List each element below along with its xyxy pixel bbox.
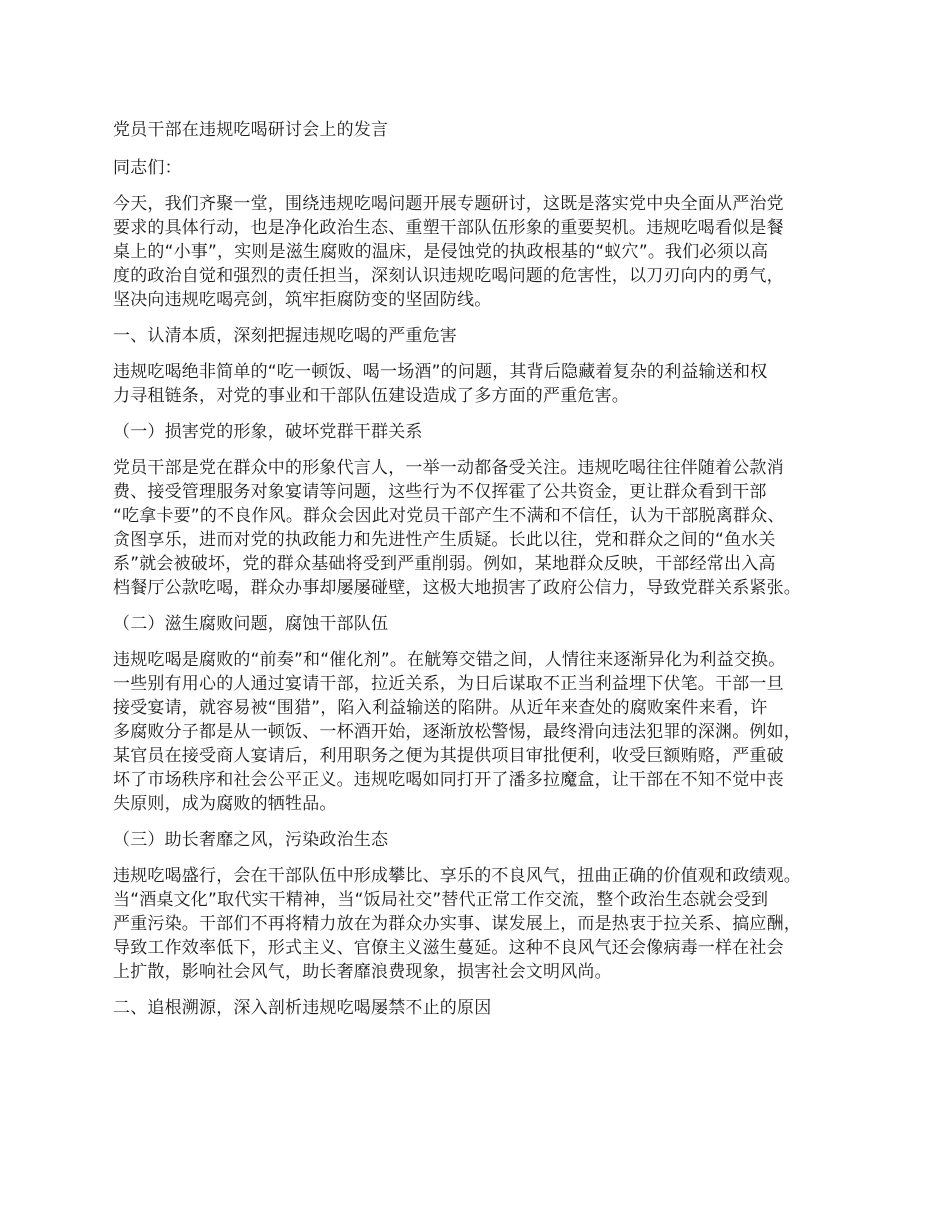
salutation-text: 同志们： xyxy=(113,158,182,178)
title-text: 党员干部在违规吃喝研讨会上的发言 xyxy=(113,120,389,140)
body-paragraph xyxy=(113,648,853,816)
text-line: （三）助长奢靡之风，污染政治生态 xyxy=(113,830,389,850)
text-line: （二）滋生腐败问题，腐蚀干部队伍 xyxy=(113,614,389,634)
text-line: 导致工作效率低下，形式主义、官僚主义滋生蔓延。这种不良风气还会像病毒一样在社会 xyxy=(113,938,784,958)
body-paragraph xyxy=(113,192,853,312)
text-line: 今天，我们齐聚一堂，围绕违规吃喝问题开展专题研讨，这既是落实党中央全面从严治党 xyxy=(113,194,784,214)
text-line: 度的政治自觉和强烈的责任担当，深刻认识违规吃喝问题的危害性，以刀刃向内的勇气， xyxy=(113,266,784,286)
salutation xyxy=(113,156,853,180)
document-body xyxy=(113,192,853,1020)
text-line: 上扩散，影响社会风气，助长奢靡浪费现象，损害社会文明风尚。 xyxy=(113,962,612,982)
text-line: 二、追根溯源，深入剖析违规吃喝屡禁不止的原因 xyxy=(113,998,492,1018)
text-line: （一）损害党的形象，破坏党群干群关系 xyxy=(113,422,423,442)
text-line: 系”就会被破坏，党的群众基础将受到严重削弱。例如，某地群众反映，干部经常出入高 xyxy=(113,554,776,574)
section-heading xyxy=(113,996,853,1020)
text-line: 接受宴请，就容易被“围猎”，陷入利益输送的陷阱。从近年来查处的腐败案件来看，许 xyxy=(113,698,768,718)
text-line: “吃拿卡要”的不良作风。群众会因此对党员干部产生不满和不信任，认为干部脱离群众、 xyxy=(113,506,785,526)
text-line: 一些别有用心的人通过宴请干部，拉近关系，为日后谋取不正当利益埋下伏笔。干部一旦 xyxy=(113,674,784,694)
body-paragraph xyxy=(113,864,853,984)
text-line: 党员干部是党在群众中的形象代言人，一举一动都备受关注。违规吃喝往往伴随着公款消 xyxy=(113,458,784,478)
document-page xyxy=(113,118,853,1032)
text-line: 桌上的“小事”，实则是滋生腐败的温床，是侵蚀党的执政根基的“蚁穴”。我们必须以高 xyxy=(113,242,769,262)
text-line: 违规吃喝绝非简单的“吃一顿饭、喝一场酒”的问题，其背后隐藏着复杂的利益输送和权 xyxy=(113,362,768,382)
text-line: 一、认清本质，深刻把握违规吃喝的严重危害 xyxy=(113,326,457,346)
text-line: 贪图享乐，进而对党的执政能力和先进性产生质疑。长此以往，党和群众之间的“鱼水关 xyxy=(113,530,776,550)
section-heading xyxy=(113,324,853,348)
body-paragraph xyxy=(113,360,853,408)
text-line: 力寻租链条，对党的事业和干部队伍建设造成了多方面的严重危害。 xyxy=(113,386,629,406)
text-line: 坚决向违规吃喝亮剑，筑牢拒腐防变的坚固防线。 xyxy=(113,290,492,310)
text-line: 某官员在接受商人宴请后，利用职务之便为其提供项目审批便利，收受巨额贿赂，严重破 xyxy=(113,746,784,766)
text-line: 严重污染。干部们不再将精力放在为群众办实事、谋发展上，而是热衷于拉关系、搞应酬， xyxy=(113,914,801,934)
text-line: 当“酒桌文化”取代实干精神，当“饭局社交”替代正常工作交流，整个政治生态就会受到 xyxy=(113,890,769,910)
text-line: 违规吃喝是腐败的“前奏”和“催化剂”。在觥筹交错之间，人情往来逐渐异化为利益交换。 xyxy=(113,650,786,670)
section-heading xyxy=(113,828,853,852)
text-line: 违规吃喝盛行，会在干部队伍中形成攀比、享乐的不良风气，扭曲正确的价值观和政绩观。 xyxy=(113,866,801,886)
section-heading xyxy=(113,612,853,636)
text-line: 多腐败分子都是从一顿饭、一杯酒开始，逐渐放松警惕，最终滑向违法犯罪的深渊。例如， xyxy=(113,722,801,742)
text-line: 费、接受管理服务对象宴请等问题，这些行为不仅挥霍了公共资金，更让群众看到干部 xyxy=(113,482,767,502)
text-line: 档餐厅公款吃喝，群众办事却屡屡碰壁，这极大地损害了政府公信力，导致党群关系紧张。 xyxy=(113,578,801,598)
body-paragraph xyxy=(113,456,853,600)
document-title xyxy=(113,118,853,142)
text-line: 失原则，成为腐败的牺牲品。 xyxy=(113,794,337,814)
text-line: 坏了市场秩序和社会公平正义。违规吃喝如同打开了潘多拉魔盒，让干部在不知不觉中丧 xyxy=(113,770,784,790)
text-line: 要求的具体行动，也是净化政治生态、重塑干部队伍形象的重要契机。违规吃喝看似是餐 xyxy=(113,218,784,238)
section-heading xyxy=(113,420,853,444)
